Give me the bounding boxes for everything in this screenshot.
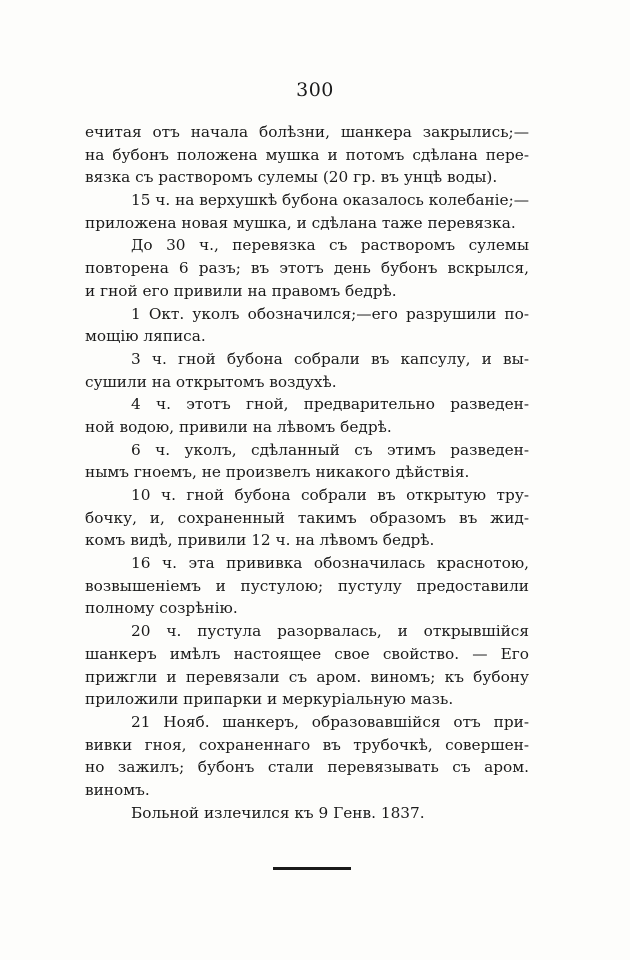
- text-line: шанкеръ имѣлъ настоящее свое свойство. — Его: [85, 644, 529, 663]
- text-line: на бубонъ положена мушка и потомъ сдѣлана пере-: [85, 145, 529, 164]
- text-line: 1 Окт. уколъ обозначился;—его разрушили по-: [131, 304, 529, 323]
- text-line: и гной его привили на правомъ бедрѣ.: [85, 281, 397, 300]
- text-line: прижгли и перевязали съ аром. виномъ; къ бубону: [85, 667, 529, 686]
- text-line: ной водою, привили на лѣвомъ бедрѣ.: [85, 417, 392, 436]
- text-line: 15 ч. на верхушкѣ бубона оказалось колебаніе;—: [131, 191, 529, 210]
- text-line: сушили на открытомъ воздухѣ.: [85, 372, 337, 391]
- text-line: виномъ.: [85, 780, 150, 799]
- text-line: полному созрѣнію.: [85, 599, 238, 618]
- text-line: Больной излечился къ 9 Генв. 1837.: [131, 803, 425, 822]
- text-line: повторена 6 разъ; въ этотъ день бубонъ вскрылся,: [85, 259, 529, 278]
- text-line: 4 ч. этотъ гной, предварительно разведен-: [131, 395, 529, 414]
- text-line: бочку, и, сохраненный такимъ образомъ въ жид-: [85, 508, 529, 527]
- text-line: До 30 ч., перевязка съ растворомъ сулемы: [131, 236, 529, 255]
- text-line: 16 ч. эта прививка обозначилась краснотою,: [131, 554, 529, 573]
- text-line: вязка съ растворомъ сулемы (20 гр. въ унцѣ воды).: [85, 168, 498, 187]
- text-line: 21 Нояб. шанкеръ, образовавшійся отъ при-: [131, 712, 529, 731]
- text-line: но зажилъ; бубонъ стали перевязывать съ аром.: [85, 758, 529, 777]
- text-line: ечитая отъ начала болѣзни, шанкера закрылись;—: [85, 123, 529, 141]
- page-number: 300: [296, 79, 334, 101]
- text-line: приложили припарки и меркуріальную мазь.: [85, 690, 454, 709]
- text-line: 10 ч. гной бубона собрали въ открытую тру-: [131, 486, 529, 504]
- end-rule: [273, 867, 351, 870]
- text-line: мощію ляписа.: [85, 327, 206, 346]
- text-line: вивки гноя, сохраненнаго въ трубочкѣ, совершен-: [85, 735, 529, 754]
- text-line: 20 ч. пустула разорвалась, и открывшійся: [131, 622, 529, 641]
- text-line: комъ видѣ, привили 12 ч. на лѣвомъ бедрѣ.: [85, 531, 435, 550]
- text-line: 6 ч. уколъ, сдѣланный съ этимъ разведен-: [131, 440, 529, 459]
- text-line: приложена новая мушка, и сдѣлана таже перевязка.: [85, 213, 516, 232]
- text-line: возвышеніемъ и пустулою; пустулу предоставили: [85, 576, 529, 595]
- text-line: нымъ гноемъ, не произвелъ никакого дѣйствія.: [85, 463, 470, 482]
- body-text: [85, 121, 529, 824]
- text-line: 3 ч. гной бубона собрали въ капсулу, и вы-: [131, 349, 529, 368]
